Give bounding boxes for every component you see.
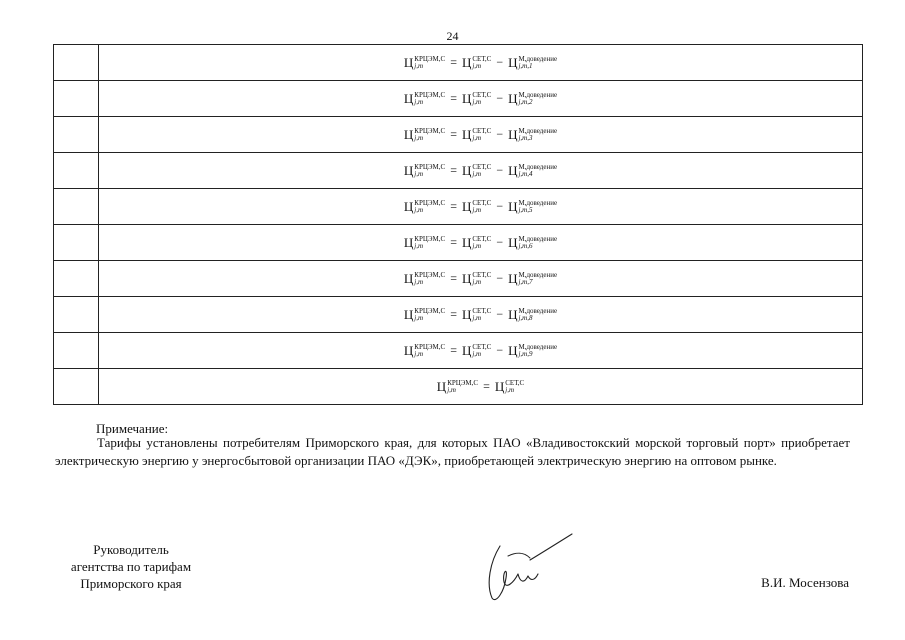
formula-symbol: Ц xyxy=(508,234,518,250)
formula-term xyxy=(508,307,557,323)
formula-symbol: Ц xyxy=(461,162,472,178)
formula-symbol: Ц xyxy=(461,126,472,142)
formula-term xyxy=(462,343,491,359)
minus-sign: − xyxy=(496,163,504,177)
formula-symbol: Ц xyxy=(508,198,518,214)
formula-symbol: Ц xyxy=(494,378,505,394)
table-row xyxy=(54,297,863,333)
formula-cell xyxy=(99,261,863,297)
formula-subscript: j,m xyxy=(472,277,482,286)
formula-subscript: j,m xyxy=(414,97,424,106)
formula-subscript: j,m,2 xyxy=(518,97,533,106)
equals-sign: = xyxy=(450,307,457,321)
formula-subscript: j,m xyxy=(505,385,514,394)
minus-sign: − xyxy=(496,271,504,285)
equals-sign: = xyxy=(450,235,457,249)
formula-term xyxy=(404,199,445,215)
minus-sign: − xyxy=(496,199,504,213)
formula-subscript: j,m,6 xyxy=(518,241,533,250)
empty-cell xyxy=(54,369,99,405)
formula-term xyxy=(404,127,445,143)
formula-subscript: j,m xyxy=(447,385,456,394)
formula-symbol: Ц xyxy=(461,54,472,70)
formula xyxy=(404,55,557,71)
table-row xyxy=(54,45,863,81)
formula-subscript: j,m xyxy=(414,205,424,214)
formula-symbol: Ц xyxy=(508,162,518,178)
note-title: Примечание: xyxy=(96,421,169,436)
formula-subscript: j,m xyxy=(472,133,482,142)
formula xyxy=(404,127,557,143)
equals-sign: = xyxy=(450,91,457,105)
empty-cell xyxy=(54,189,99,225)
formula-term xyxy=(508,199,557,215)
formula-subscript: j,m xyxy=(472,241,482,250)
formula-subscript: j,m xyxy=(414,241,424,250)
formula xyxy=(437,379,524,395)
formula-subscript: j,m xyxy=(472,169,482,178)
formula-superscript: СЕТ,С xyxy=(472,90,492,99)
formula-subscript: j,m,3 xyxy=(518,133,533,142)
formula-cell xyxy=(99,189,863,225)
formula-cell xyxy=(99,45,863,81)
formula-subscript: j,m xyxy=(472,313,482,322)
formula-symbol: Ц xyxy=(508,306,518,322)
formula-symbol: Ц xyxy=(403,54,414,70)
formula-superscript: М,доведение xyxy=(518,234,558,243)
signer-title-line: Приморского края xyxy=(80,576,182,591)
formula-subscript: j,m xyxy=(414,61,424,70)
formula-term xyxy=(404,307,445,323)
formula-cell xyxy=(99,297,863,333)
formula xyxy=(404,307,557,323)
minus-sign: − xyxy=(496,55,504,69)
formula-term xyxy=(404,163,445,179)
formula-term xyxy=(462,127,491,143)
formula-superscript: СЕТ,С xyxy=(472,342,492,351)
handwritten-signature xyxy=(478,532,574,604)
table-row xyxy=(54,369,863,405)
formula-symbol: Ц xyxy=(461,270,472,286)
formula-superscript: М,доведение xyxy=(518,162,558,171)
table-row xyxy=(54,225,863,261)
formula-cell xyxy=(99,81,863,117)
formula-symbol: Ц xyxy=(403,90,414,106)
formula-subscript: j,m,5 xyxy=(518,205,533,214)
formula-symbol: Ц xyxy=(403,162,414,178)
formula-superscript: СЕТ,С xyxy=(472,306,492,315)
table-row xyxy=(54,333,863,369)
empty-cell xyxy=(54,153,99,189)
formula-term xyxy=(404,271,445,287)
formula-superscript: КРЦЭМ,С xyxy=(414,306,446,315)
formula-term xyxy=(404,235,445,251)
formula-cell xyxy=(99,333,863,369)
formula-superscript: СЕТ,С xyxy=(472,234,492,243)
formula-term xyxy=(462,307,491,323)
formula-term xyxy=(462,163,491,179)
formula-term xyxy=(508,343,557,359)
formula-superscript: КРЦЭМ,С xyxy=(414,234,446,243)
empty-cell xyxy=(54,45,99,81)
minus-sign: − xyxy=(496,307,504,321)
formula-term xyxy=(437,379,478,395)
formula-superscript: СЕТ,С xyxy=(472,162,492,171)
formula xyxy=(404,163,557,179)
formula-superscript: М,доведение xyxy=(518,90,558,99)
minus-sign: − xyxy=(496,235,504,249)
note-text: Тарифы установлены потребителям Приморского края, для которых ПАО «Владивостокский морской торговый порт» приобретает электрическую энергию у энергосбытовой организации ПАО «ДЭК», приобретающей электрическую энергию на оптовом рынке. xyxy=(55,435,850,468)
minus-sign: − xyxy=(496,91,504,105)
formula-cell xyxy=(99,153,863,189)
empty-cell xyxy=(54,261,99,297)
formula-superscript: СЕТ,С xyxy=(472,270,492,279)
formula-superscript: КРЦЭМ,С xyxy=(414,270,446,279)
formula-superscript: СЕТ,С xyxy=(472,126,492,135)
formula-term xyxy=(404,91,445,107)
equals-sign: = xyxy=(450,127,457,141)
formula-term xyxy=(404,343,445,359)
minus-sign: − xyxy=(496,343,504,357)
formula-subscript: j,m,8 xyxy=(518,313,533,322)
formula-term xyxy=(495,379,524,395)
equals-sign: = xyxy=(450,343,457,357)
formula-superscript: СЕТ,С xyxy=(472,54,492,63)
formula-superscript: М,доведение xyxy=(518,306,558,315)
empty-cell xyxy=(54,117,99,153)
formula-superscript: КРЦЭМ,С xyxy=(414,90,446,99)
formula-symbol: Ц xyxy=(508,270,518,286)
formula-symbol: Ц xyxy=(461,90,472,106)
formula-superscript: М,доведение xyxy=(518,270,558,279)
formula xyxy=(404,271,557,287)
formula-subscript: j,m xyxy=(472,61,482,70)
formula-symbol: Ц xyxy=(403,126,414,142)
formula-subscript: j,m xyxy=(472,205,482,214)
formula-superscript: М,доведение xyxy=(518,126,558,135)
table-row xyxy=(54,81,863,117)
empty-cell xyxy=(54,297,99,333)
formula xyxy=(404,235,557,251)
empty-cell xyxy=(54,81,99,117)
formula-symbol: Ц xyxy=(436,378,447,394)
formula-superscript: СЕТ,С xyxy=(472,198,492,207)
formula-subscript: j,m,9 xyxy=(518,349,533,358)
formula-symbol: Ц xyxy=(461,306,472,322)
formula-superscript: КРЦЭМ,С xyxy=(414,342,446,351)
formula-term xyxy=(462,91,491,107)
equals-sign: = xyxy=(450,55,457,69)
formula-symbol: Ц xyxy=(403,198,414,214)
formula-term xyxy=(508,271,557,287)
formula-cell xyxy=(99,117,863,153)
signer-name: В.И. Мосензова xyxy=(761,575,849,590)
table-row xyxy=(54,153,863,189)
equals-sign: = xyxy=(450,271,457,285)
formula-term xyxy=(508,55,557,71)
formula-superscript: М,доведение xyxy=(518,198,558,207)
formula-symbol: Ц xyxy=(508,342,518,358)
formula-symbol: Ц xyxy=(403,234,414,250)
formula-superscript: КРЦЭМ,С xyxy=(414,126,446,135)
signer-title-line: Руководитель xyxy=(93,542,169,557)
formula-subscript: j,m xyxy=(414,277,424,286)
formula-subscript: j,m xyxy=(414,133,424,142)
formula-superscript: КРЦЭМ,С xyxy=(414,54,446,63)
minus-sign: − xyxy=(496,127,504,141)
equals-sign: = xyxy=(483,379,490,393)
formula-term xyxy=(462,271,491,287)
formula-symbol: Ц xyxy=(403,270,414,286)
formula xyxy=(404,343,557,359)
formula-term xyxy=(508,235,557,251)
table-row xyxy=(54,189,863,225)
formula-symbol: Ц xyxy=(508,54,518,70)
page-number: 24 xyxy=(446,29,459,43)
formula-superscript: М,доведение xyxy=(518,342,558,351)
equals-sign: = xyxy=(450,163,457,177)
formula-cell xyxy=(99,369,863,405)
empty-cell xyxy=(54,225,99,261)
formula-term xyxy=(462,199,491,215)
formula-subscript: j,m xyxy=(414,313,424,322)
formula-subscript: j,m xyxy=(414,349,424,358)
formula-symbol: Ц xyxy=(508,126,518,142)
table-row xyxy=(54,261,863,297)
formula-cell xyxy=(99,225,863,261)
formula-subscript: j,m xyxy=(472,97,482,106)
formula-superscript: КРЦЭМ,С xyxy=(414,198,446,207)
empty-cell xyxy=(54,333,99,369)
table-row xyxy=(54,117,863,153)
formula-subscript: j,m,1 xyxy=(518,61,533,70)
formula-superscript: СЕТ,С xyxy=(505,378,525,387)
formula-term xyxy=(508,91,557,107)
formula-term xyxy=(462,235,491,251)
formula xyxy=(404,91,557,107)
formula-symbol: Ц xyxy=(403,306,414,322)
formula-term xyxy=(404,55,445,71)
formula-subscript: j,m,7 xyxy=(518,277,533,286)
formula-subscript: j,m xyxy=(472,349,482,358)
formula xyxy=(404,199,557,215)
formula-subscript: j,m,4 xyxy=(518,169,533,178)
formula-subscript: j,m xyxy=(414,169,424,178)
formula-superscript: КРЦЭМ,С xyxy=(414,162,446,171)
formula-term xyxy=(462,55,491,71)
signer-title-line: агентства по тарифам xyxy=(70,559,192,574)
formula-superscript: М,доведение xyxy=(518,54,558,63)
equals-sign: = xyxy=(450,199,457,213)
formula-superscript: КРЦЭМ,С xyxy=(447,378,479,387)
formula-symbol: Ц xyxy=(461,342,472,358)
formula-symbol: Ц xyxy=(461,234,472,250)
formula-term xyxy=(508,163,557,179)
formula-table xyxy=(53,44,863,405)
formula-symbol: Ц xyxy=(403,342,414,358)
formula-term xyxy=(508,127,557,143)
formula-symbol: Ц xyxy=(461,198,472,214)
formula-symbol: Ц xyxy=(508,90,518,106)
signer-title xyxy=(60,541,202,592)
